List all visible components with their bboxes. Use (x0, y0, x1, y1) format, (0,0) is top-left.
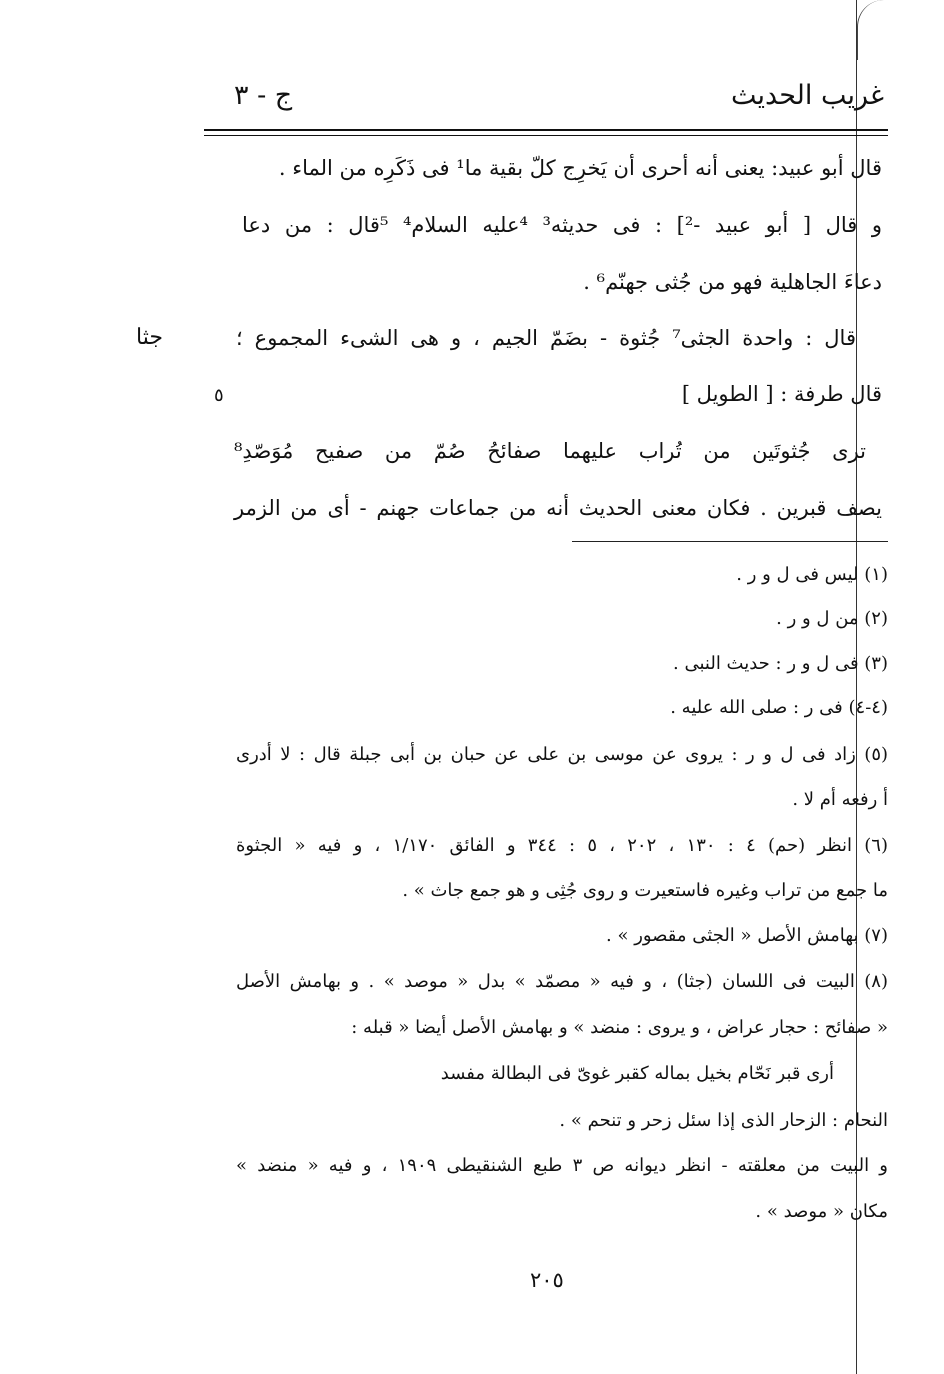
margin-keyword: جثا (136, 325, 163, 350)
running-title: غريب الحديث (731, 80, 884, 111)
page-number: ٢٠٥ (530, 1268, 564, 1292)
header-rule-thin (204, 135, 888, 136)
body-line-1: قال أبو عبيد: يعنى أنه أحرى أن يَخرِج كلّ بقية ما¹ فى ذَكَرِه من الماء . (278, 156, 882, 180)
footnote-line-1: (١) ليس فى ل و ر . (736, 564, 888, 585)
body-line-4: قال : واحدة الجثى⁷ جُثوة - بضَمّ الجيم ، و هى الشىء المجموع ؛ (236, 326, 856, 350)
footnote-line-5: (٥) زاد فى ل و ر : يروى عن موسى بن على عن حبان بن أبى جبلة قال : لا أدرى (236, 744, 889, 765)
footnote-line-14: و البيت من معلقته - انظر ديوانه ص ٣ طبع الشنقيطى ١٩٠٩ ، و فيه « منضد » (236, 1155, 888, 1176)
binding-edge-curve (857, 0, 884, 60)
header-rule-thick (204, 129, 888, 131)
footnote-rule (572, 541, 888, 542)
verse-line: ترى جُثوتَين من تُراب عليهما صفائحُ صُمّ من صفيح مُوَصّدِ⁸ (234, 439, 866, 463)
body-line-2: و قال [ أبو عبيد -²] : فى حديثه³ ⁴عليه السلام⁴ ⁵قال : من دعا (242, 213, 882, 237)
footnote-line-9: (٧) بهامش الأصل « الجثى مقصور » . (606, 925, 888, 946)
body-line-3: دعاءَ الجاهلية فهو من جُثى جهنّم⁶ . (583, 270, 882, 294)
body-line-7: يصف قبرين . فكان معنى الحديث أنه من جماعات جهنم - أى من الزمر (234, 496, 882, 520)
body-line-5: قال طرفة : [ الطويل ] (681, 382, 882, 406)
footnote-line-10: (٨) البيت فى اللسان (جثا) ، و فيه « مصمّد » بدل « موصد » . و بهامش الأصل (236, 971, 888, 992)
footnote-line-3: (٣) فى ل و ر : حديث النبى . (673, 653, 888, 674)
volume-label: ج - ٣ (234, 80, 293, 111)
footnote-line-15: مكان « موصد » . (755, 1201, 888, 1222)
footnote-line-4: (٤-٤) فى ر : صلى الله عليه . (670, 697, 888, 718)
footnote-verse: أرى قبر نَحّام بخيل بماله كقبر غوىّ فى البطالة مفسد (440, 1063, 834, 1084)
line-number: ٥ (214, 385, 224, 406)
footnote-line-11: « صفائح : حجار عراض ، و يروى : منضد » و بهامش الأصل أيضا « قبله : (351, 1017, 888, 1038)
footnote-line-7: (٦) انظر (حم) ٤ : ١٣٠ ، ٢٠٢ ، ٥ : ٣٤٤ و الفائق ١/١٧٠ ، و فيه « الجثوة (236, 835, 888, 856)
footnote-line-8: ما جمع من تراب وغيره فاستعيرت و روى جُثِى و هو جمع جاث » . (402, 880, 888, 901)
footnote-line-13: النحام : الزحار الذى إذا سئل زحر و تنحم » . (559, 1110, 888, 1131)
footnote-line-2: (٢) من ل و ر . (776, 608, 888, 629)
footnote-line-6: أ رفعه أم لا . (792, 789, 888, 810)
